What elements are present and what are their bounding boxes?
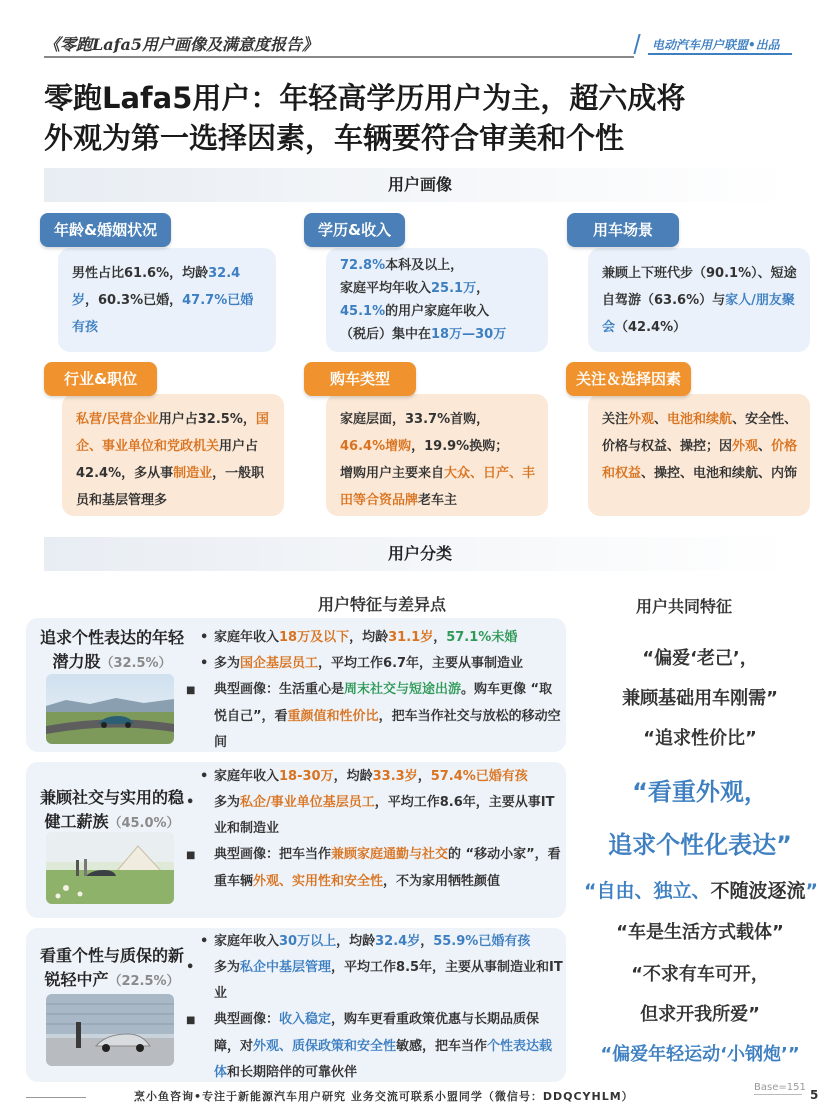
card-job: 私营/民营企业用户占32.5%，国企、事业单位和党政机关用户占42.4%，多从事制造业，一般职员和基层管理多 (62, 394, 284, 516)
base-note: Base=151 (754, 1082, 806, 1093)
col-header-differences: 用户特征与差异点 (318, 595, 447, 614)
common-quote-6: “自由、独立、不随波逐流” (583, 880, 818, 902)
segment-2-bullets: • 家庭年收入18-30万，均龄33.3岁，57.4%已婚有孩 • 多为私企/事业单位基层员工，平均工作8.6年，主要从事IT业和制造业 ■ 典型画像：把车当作兼顾家庭通勤与社交的 “移动小家”，看重车辆外观、实用性和安全性，不为家用牺牲颜值 (186, 769, 561, 889)
page-number: 5 (810, 1088, 819, 1102)
tag-age: 年龄&婚姻状况 (40, 213, 171, 247)
segment-3-photo (46, 994, 174, 1066)
card-buy-type: 家庭层面，33.7%首购， 46.4%增购，19.9%换购； 增购用户主要来自大众、日产、丰田等合资品牌老车主 (326, 394, 548, 516)
common-quote-3: “追求性价比” (643, 728, 757, 749)
card-education: 72.8%本科及以上， 家庭平均年收入25.1万， 45.1%的用户家庭年收入 （税后）集中在18万—30万 (326, 248, 548, 352)
tag-focus: 关注＆选择因素 (566, 362, 691, 396)
segment-1-bullets: • 家庭年收入18万及以下，均龄31.1岁，57.1%未婚 • 多为国企基层员工，平均工作6.7年，主要从事制造业 ■ 典型画像：生活重心是周末社交与短途出游。购车更像 “取悦自己”，看重颜值和性价比，把车当作社交与放松的移动空间 (186, 630, 561, 750)
card-age: 男性占比61.6%，均龄32.4岁，60.3%已婚，47.7%已婚有孩 (58, 248, 276, 352)
common-quote-1: “偏爱‘老己’， (642, 648, 758, 669)
tag-buy-type: 购车类型 (304, 362, 416, 396)
segment-2-name: 兼顾社交与实用的稳 健工薪族（45.0%） (39, 788, 184, 831)
card-scene: 兼顾上下班代步（90.1%）、短途自驾游（63.6%）与家人/朋友聚会（42.4%） (588, 248, 810, 352)
section-band-profile: 用户画像 (44, 168, 796, 202)
header-divider (44, 56, 634, 58)
common-quote-4: “看重外观， (632, 778, 768, 806)
tag-education: 学历&收入 (304, 213, 405, 247)
common-quote-9: 但求开我所爱” (640, 1004, 760, 1025)
tag-scene: 用车场景 (567, 213, 679, 247)
tag-job: 行业&职位 (44, 362, 157, 396)
common-quote-10: “偏爱年轻运动‘小钢炮’” (600, 1044, 800, 1065)
header-slash (633, 34, 640, 54)
section-band-classification: 用户分类 (44, 537, 796, 571)
footer-divider (26, 1097, 86, 1098)
base-underline (754, 1094, 802, 1095)
common-quote-2: 兼顾基础用车刚需” (622, 688, 778, 709)
page-title: 零跑Lafa5用户：年轻高学历用户为主，超六成将 外观为第一选择因素，车辆要符合审美和个性 (44, 81, 686, 155)
footer-text: 烹小鱼咨询•专注于新能源汽车用户研究 业务交流可联系小盟同学（微信号：DDQCYHLM） (134, 1090, 634, 1103)
common-quote-8: “不求有车可开， (631, 964, 769, 985)
segment-3-bullets: • 家庭年收入30万以上，均龄32.4岁，55.9%已婚有孩 • 多为私企中基层管理，平均工作8.5年，主要从事制造业和IT业 ■ 典型画像：收入稳定，购车更看重政策优惠与长期品质保障，对外观、质保政策和安全性敏感，把车当作个性表达载体和长期陪伴的可靠伙伴 (186, 934, 563, 1080)
segment-1-photo (46, 674, 174, 744)
common-quote-5: 追求个性化表达” (608, 831, 792, 859)
report-title: 《零跑Lafa5用户画像及满意度报告》 (44, 35, 319, 54)
segment-2-photo (46, 832, 174, 904)
col-header-common: 用户共同特征 (636, 597, 733, 616)
segment-3-name: 看重个性与质保的新 锐轻中产（22.5%） (39, 946, 184, 989)
publisher-label: 电动汽车用户联盟•出品 (652, 38, 780, 52)
card-focus: 关注外观、电池和续航、安全性、价格与权益、操控；因外观、价格和权益、操控、电池和续航、内饰 (588, 394, 810, 516)
segment-1-name: 追求个性表达的年轻 潜力股（32.5%） (39, 628, 184, 671)
common-quote-7: “车是生活方式载体” (616, 922, 784, 943)
publisher-underline (648, 53, 792, 55)
